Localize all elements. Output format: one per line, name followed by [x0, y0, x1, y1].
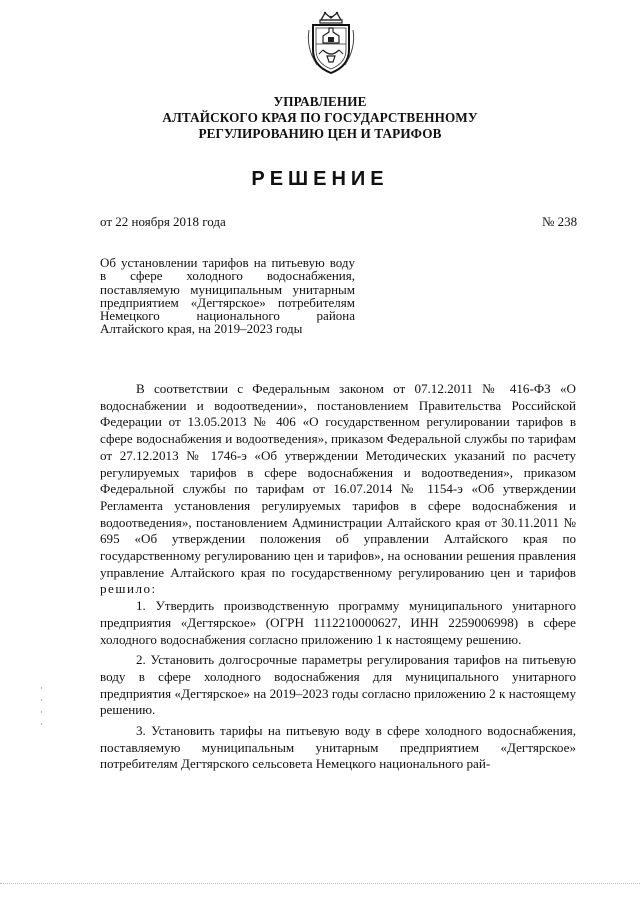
margin-mark	[40, 686, 43, 726]
item-1: 1. Утвердить производственную программу муниципального унитарного предприятия «Дегтярское» (ОГРН 1112210000627, ИНН 2259006998) в сфере холодного водоснабжения согласно приложению 1 к настоящему решению.	[100, 598, 576, 647]
organization-name-line-3: РЕГУЛИРОВАНИЮ ЦЕН И ТАРИФОВ	[198, 126, 442, 141]
decision-word: решило	[100, 581, 152, 597]
document-date: от 22 ноября 2018 года	[100, 214, 226, 229]
preamble-colon: :	[151, 581, 156, 597]
coat-of-arms-icon	[303, 10, 359, 76]
document-body	[100, 381, 576, 773]
item-3: 3. Установить тарифы на питьевую воду в сфере холодного водоснабжения, поставляемую муниципальным унитарным предприятием «Дегтярское» потребителям Дегтярского сельсовета Немецкого национального рай-	[100, 723, 576, 772]
preamble-paragraph	[100, 381, 576, 598]
item-2: 2. Установить долгосрочные параметры регулирования тарифов на питьевую воду в сфере холодного водоснабжения для муниципального унитарного предприятия «Дегтярское» на 2019–2023 годы согласно приложению 2 к настоящему решению.	[100, 652, 576, 718]
scan-edge-line	[0, 883, 640, 885]
organization-name-line-2: АЛТАЙСКОГО КРАЯ ПО ГОСУДАРСТВЕННОМУ	[162, 110, 478, 125]
document-title: РЕШЕНИЕ	[251, 168, 389, 190]
preamble-text: В соответствии с Федеральным законом от 07.12.2011 № 416-ФЗ «О водоснабжении и водоотведении», постановлением Правительства Российской Федерации от 13.05.2013 № 406 «О государственном регулировании тарифов в сфере водоснабжения и водоотведения», приказом Федеральной службы по тарифам от 27.12.2013 № 1746-э «Об утверждении Методических указаний по расчету регулируемых тарифов в сфере водоснабжения и водоотведения», приказом Федеральной службы по тарифам от 16.07.2014 № 1154-э «Об утверждении Регламента установления регулируемых тарифов в сфере водоснабжения и водоотведения», постановлением Администрации Алтайского края от 30.11.2011 № 695 «Об утверждении положения об управлении Алтайского края по государственному регулированию цен и тарифов», на основании решения правления управление Алтайского края по государственному регулированию цен и тарифов	[100, 381, 576, 580]
organization-name-line-1: УПРАВЛЕНИЕ	[273, 94, 367, 109]
document-number: № 238	[542, 214, 578, 229]
document-subject: Об установлении тарифов на питьевую воду в сфере холодного водоснабжения, поставляемую муниципальным унитарным предприятием «Дегтярское» потребителям Немецкого национального района Алтайского края, на 2019–2023 годы	[100, 255, 355, 337]
